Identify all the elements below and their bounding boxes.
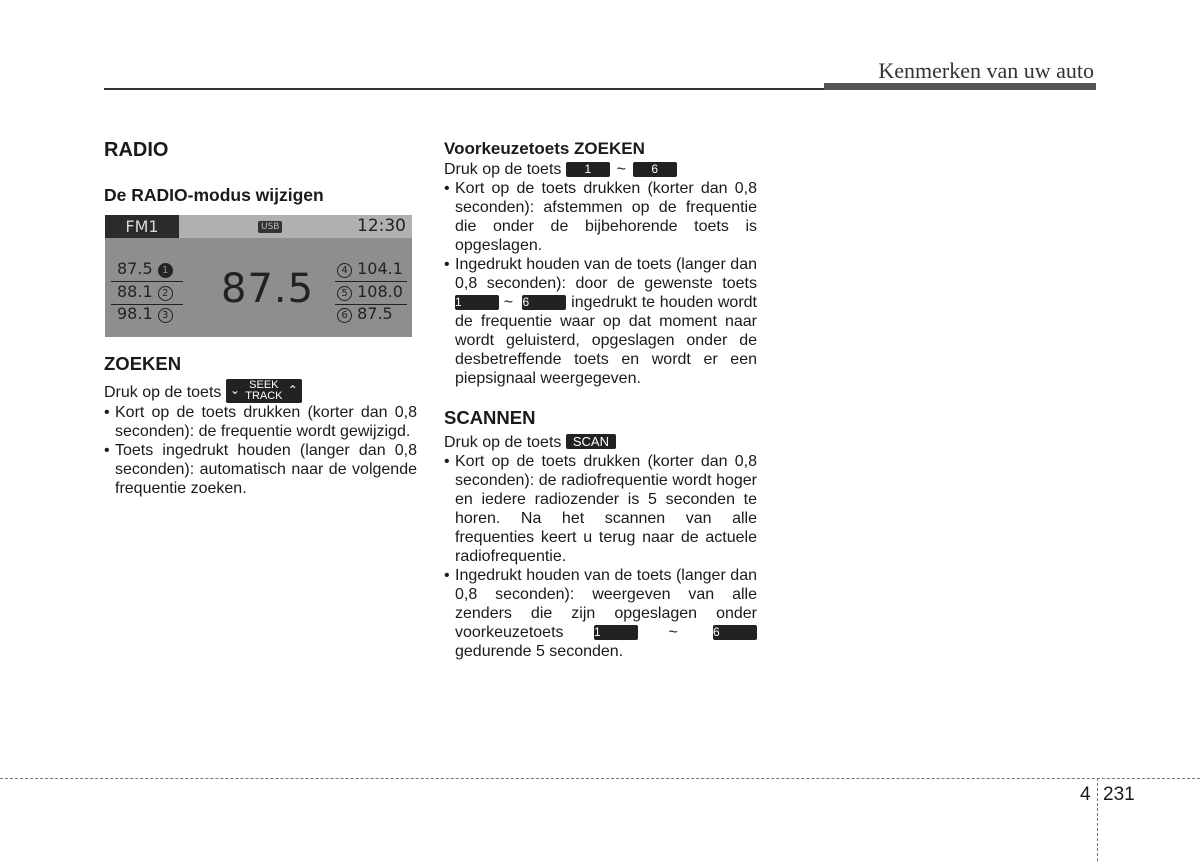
footer-divider xyxy=(1097,778,1098,861)
preset-key-1: 1 xyxy=(455,295,499,310)
zoeken-intro xyxy=(104,379,417,403)
preset-freq: 98.1 xyxy=(117,304,153,323)
list-item: • Kort op de toets drukken (korter dan 0,8 seconden): de frequentie wordt gewijzigd. xyxy=(104,403,417,441)
zoeken-title: ZOEKEN xyxy=(104,353,182,374)
scannen-intro xyxy=(444,433,757,452)
preset-left-1 xyxy=(117,259,173,279)
list-item xyxy=(444,566,757,661)
preset-right-4 xyxy=(337,259,403,279)
preset-number-icon: 4 xyxy=(337,263,352,278)
bullet-text: Ingedrukt houden van de toets (langer dan 0,8 seconden): weergeven van alle zenders die zijn opgeslagen onder voorkeuzetoets xyxy=(455,567,757,641)
display-clock: 12:30 xyxy=(357,216,406,236)
list-item: • Kort op de toets drukken (korter dan 0,8 seconden): de radiofrequentie wordt hoger en iedere radiozender is 5 seconden te horen. Na het scannen van alle frequenties keert u terug naar de actuele radiofrequentie. xyxy=(444,452,757,566)
running-header: Kenmerken van uw auto xyxy=(878,58,1094,83)
bullet-text: ingedrukt te houden wordt de frequentie waar op dat moment naar wordt geluisterd, opgeslagen onder de desbetreffende toets en wordt er een piepsignaal weergegeven. xyxy=(455,294,757,387)
preset-title: Voorkeuzetoets ZOEKEN xyxy=(444,139,645,158)
left-column xyxy=(104,138,417,206)
scannen-bullets xyxy=(444,452,757,661)
footer-rule xyxy=(0,778,1200,779)
list-item xyxy=(444,255,757,388)
preset-number-icon: 6 xyxy=(337,308,352,323)
scan-key: SCAN xyxy=(566,434,616,449)
preset-number-icon: 1 xyxy=(158,263,173,278)
preset-intro xyxy=(444,160,757,179)
preset-freq: 87.5 xyxy=(117,259,153,278)
preset-freq: 108.0 xyxy=(357,282,403,301)
intro-text: Druk op de toets xyxy=(444,434,562,451)
tilde: ~ xyxy=(503,294,514,311)
preset-bullets xyxy=(444,179,757,388)
usb-badge: USB xyxy=(258,221,282,233)
intro-text: Druk op de toets xyxy=(104,384,222,401)
preset-number-icon: 2 xyxy=(158,286,173,301)
list-item: • Toets ingedrukt houden (langer dan 0,8 seconden): automatisch naar de volgende frequentie zoeken. xyxy=(104,441,417,498)
preset-number-icon: 3 xyxy=(158,308,173,323)
page-number: 231 xyxy=(1103,784,1135,805)
preset-left-3 xyxy=(117,304,173,324)
header-rule xyxy=(104,88,824,90)
preset-key-1: 1 xyxy=(594,625,638,640)
zoeken-bullets xyxy=(104,403,417,498)
list-item: • Kort op de toets drukken (korter dan 0,8 seconden): afstemmen op de frequentie die onder de bijbehorende toets is opgeslagen. xyxy=(444,179,757,255)
chapter-number: 4 xyxy=(1080,784,1091,805)
tilde: ~ xyxy=(616,161,626,178)
band-label: FM1 xyxy=(105,215,179,238)
preset-freq: 104.1 xyxy=(357,259,403,278)
bullet-text: Ingedrukt houden van de toets (langer dan 0,8 seconden): door de gewenste toets xyxy=(455,256,757,292)
right-column xyxy=(444,138,757,661)
seek-label: SEEK xyxy=(249,379,279,391)
track-label: TRACK xyxy=(245,390,283,402)
preset-right-6 xyxy=(337,304,393,324)
current-frequency: 87.5 xyxy=(221,266,315,312)
bullet-text: gedurende 5 seconden. xyxy=(455,643,624,660)
preset-number-icon: 5 xyxy=(337,286,352,301)
subsection-title-mode: De RADIO-modus wijzigen xyxy=(104,185,324,205)
scannen-title: SCANNEN xyxy=(444,407,536,428)
preset-key-1: 1 xyxy=(566,162,610,177)
preset-key-6: 6 xyxy=(713,625,757,640)
intro-text: Druk op de toets xyxy=(444,161,562,178)
preset-freq: 88.1 xyxy=(117,282,153,301)
preset-left-2 xyxy=(117,282,173,302)
preset-key-6: 6 xyxy=(522,295,566,310)
preset-right-5 xyxy=(337,282,403,302)
preset-key-6: 6 xyxy=(633,162,677,177)
seek-track-key xyxy=(226,379,302,403)
zoeken-section xyxy=(104,352,417,498)
chevron-up-icon: ⌃ xyxy=(287,383,298,397)
section-title-radio: RADIO xyxy=(104,139,169,161)
chevron-down-icon: ⌄ xyxy=(229,383,240,397)
header-rule-accent xyxy=(824,83,1096,90)
preset-freq: 87.5 xyxy=(357,304,393,323)
radio-display xyxy=(105,215,412,337)
tilde: ~ xyxy=(668,624,678,641)
